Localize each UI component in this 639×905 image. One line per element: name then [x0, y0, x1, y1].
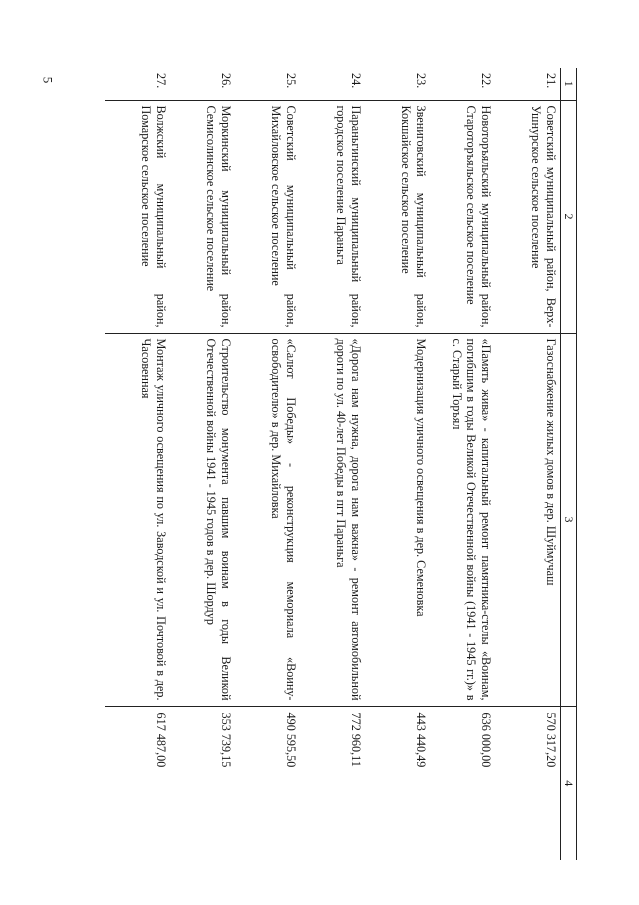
rotated-table-wrapper	[137, 68, 577, 860]
project-cell: «Дорога нам нужна, дорога нам важна» - ремонт автомобильной дороги по ул. 40-лет Победы в пгт Параньга	[300, 333, 365, 706]
district-cell: Звениговский муниципальный район, Кокшайское сельское поселение	[365, 100, 430, 333]
header-col-2: 2	[561, 100, 577, 333]
row-number: 26.	[219, 73, 234, 89]
table-row	[170, 68, 235, 860]
amount-cell: 490 595,50	[235, 706, 300, 860]
row-number: 22.	[479, 73, 494, 89]
amount-cell: 636 000,00	[430, 706, 495, 860]
row-number: 24.	[349, 73, 364, 89]
project-cell: «Память жива» - капитальный ремонт памятника-стелы «Воинам, погибшим в годы Великой Отечественной войны (1941 - 1945 гг.)» в с. Старый Торъял	[430, 333, 495, 706]
table-row	[430, 68, 495, 860]
row-number: 23.	[414, 73, 429, 89]
amount-cell: 443 440,49	[365, 706, 430, 860]
table-row	[300, 68, 365, 860]
district-cell: Параньгинский муниципальный район, городское поселение Параньга	[300, 100, 365, 333]
amount-cell: 570 317,20	[495, 706, 561, 860]
table-row	[365, 68, 430, 860]
project-cell: Модернизация уличного освещения в дер. Семеновка	[365, 333, 430, 706]
amount-cell: 617 487,00	[105, 706, 170, 860]
projects-table	[105, 68, 577, 860]
project-cell: Монтаж уличного освещения по ул. Заводской и ул. Почтовой в дер. Часовенная	[105, 333, 170, 706]
district-cell: Моркинский муниципальный район, Семисолинское сельское поселение	[170, 100, 235, 333]
row-number: 21.	[544, 73, 559, 89]
project-cell: Строительство монумента павшим воинам в годы Великой Отечественной войны 1941 - 1945 годов в дер. Шордур	[170, 333, 235, 706]
district-cell: Советский муниципальный район, Верх-Ушнурское сельское поселение	[495, 100, 561, 333]
district-cell: Новоторъяльский муниципальный район, Староторъяльское сельское поселение	[430, 100, 495, 333]
header-col-4: 4	[561, 706, 577, 860]
amount-cell: 772 960,11	[300, 706, 365, 860]
district-cell: Советский муниципальный район, Михайловское сельское поселение	[235, 100, 300, 333]
amount-cell: 353 739,15	[170, 706, 235, 860]
header-col-3: 3	[561, 333, 577, 706]
page-number: 5	[40, 76, 56, 84]
table-row	[235, 68, 300, 860]
header-col-1: 1	[561, 68, 577, 100]
district-cell: Волжский муниципальный район, Помарское сельское поселение	[105, 100, 170, 333]
table-row	[105, 68, 170, 860]
row-number: 27.	[154, 73, 169, 89]
row-number: 25.	[284, 73, 299, 89]
table-row	[495, 68, 561, 860]
table-header-row	[561, 68, 577, 860]
project-cell: Газоснабжение жилых домов в дер. Шуймучаш	[495, 333, 561, 706]
project-cell: «Салют Победы» - реконструкция мемориала «Воину-освободителю» в дер. Михайловка	[235, 333, 300, 706]
